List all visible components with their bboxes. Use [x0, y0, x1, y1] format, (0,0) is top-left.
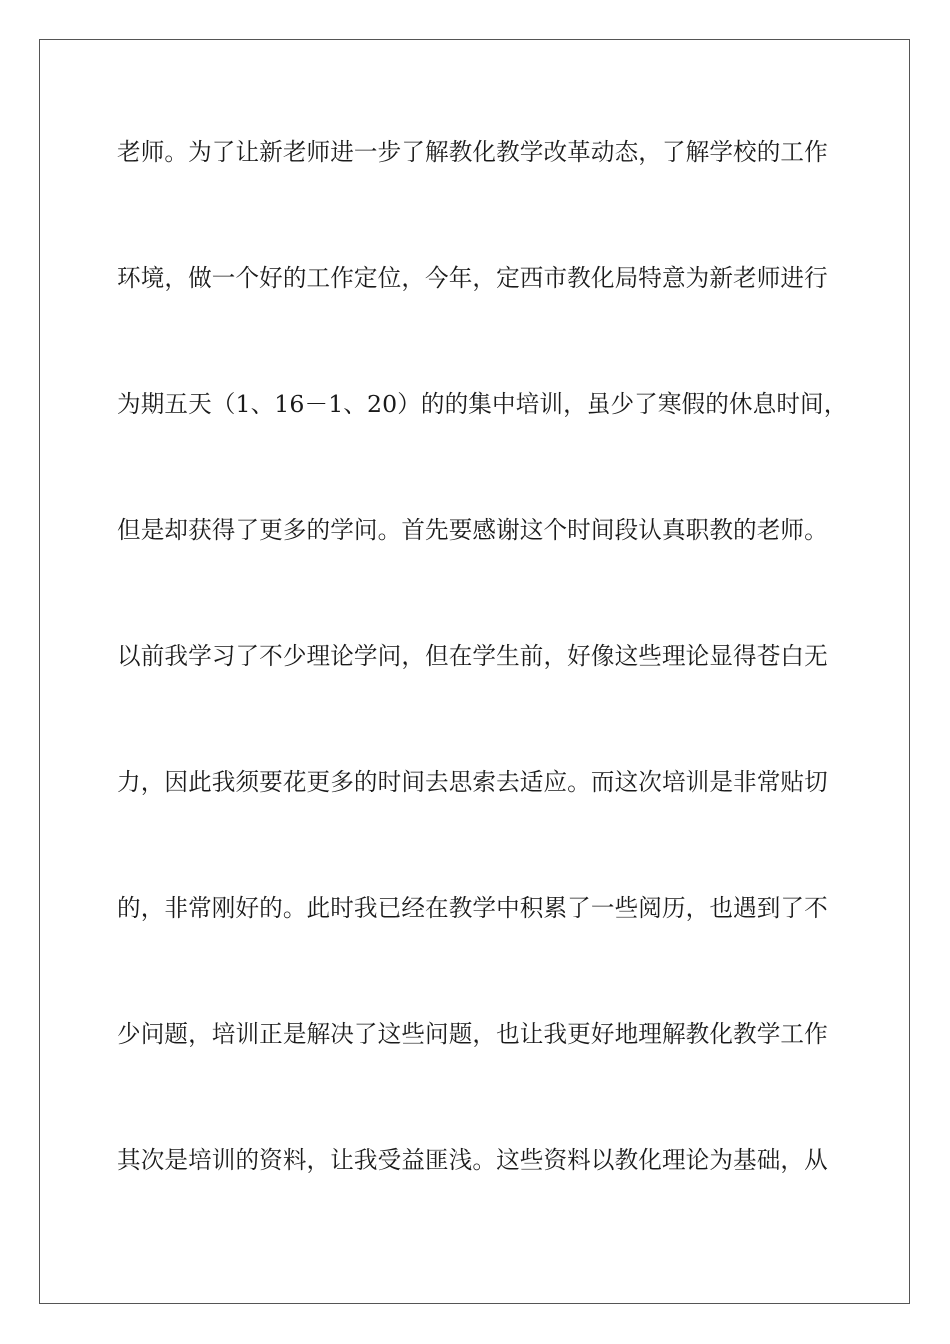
document-body [117, 132, 848, 1266]
text-line-5: 以前我学习了不少理论学问，但在学生前，好像这些理论显得苍白无 [117, 642, 828, 670]
text-line-3: 为期五天（1、16－1、20）的的集中培训，虽少了寒假的休息时间， [117, 390, 848, 418]
text-line-8: 少问题，培训正是解决了这些问题，也让我更好地理解教化教学工作 [117, 1020, 828, 1048]
text-line-4: 但是却获得了更多的学问。首先要感谢这个时间段认真职教的老师。 [117, 516, 828, 544]
text-line-9: 其次是培训的资料，让我受益匪浅。这些资料以教化理论为基础，从 [117, 1146, 828, 1174]
text-line-6: 力，因此我须要花更多的时间去思索去适应。而这次培训是非常贴切 [117, 768, 828, 796]
text-line-7: 的，非常刚好的。此时我已经在教学中积累了一些阅历，也遇到了不 [117, 894, 828, 922]
text-line-2: 环境，做一个好的工作定位，今年，定西市教化局特意为新老师进行 [117, 264, 828, 292]
text-line-1: 老师。为了让新老师进一步了解教化教学改革动态，了解学校的工作 [117, 138, 828, 166]
